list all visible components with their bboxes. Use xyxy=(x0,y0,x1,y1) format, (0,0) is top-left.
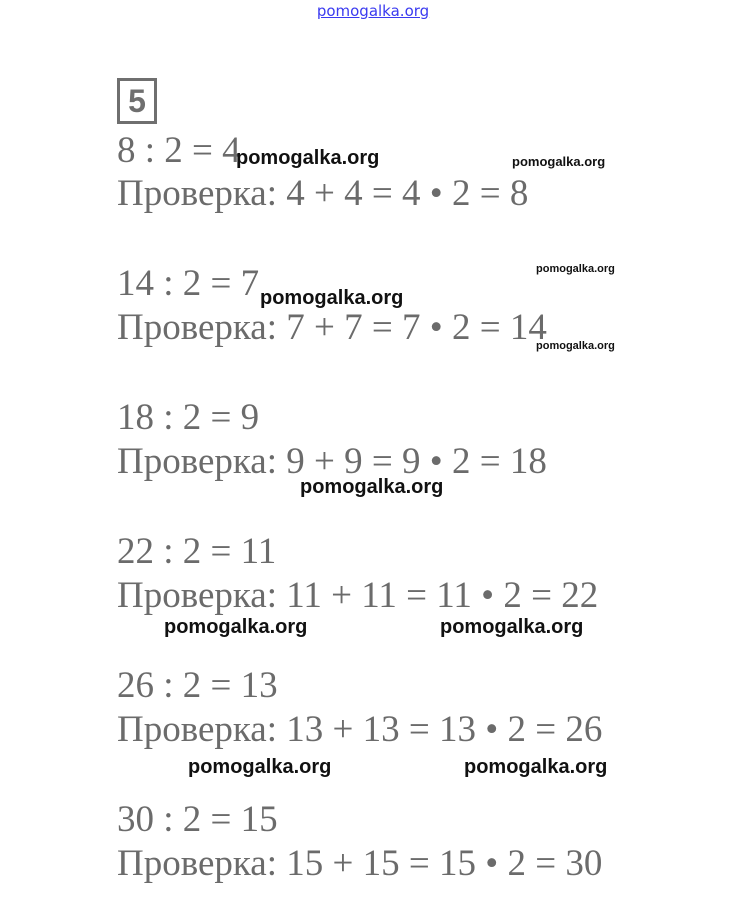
equation-1: 8 : 2 = 4 xyxy=(117,130,241,171)
watermark: pomogalka.org xyxy=(188,756,332,778)
equation-5: 26 : 2 = 13 xyxy=(117,665,278,706)
equation-4: 22 : 2 = 11 xyxy=(117,531,277,572)
task-number-box: 5 xyxy=(117,78,157,124)
check-6: Проверка: 15 + 15 = 15 • 2 = 30 xyxy=(117,843,603,884)
equation-3: 18 : 2 = 9 xyxy=(117,397,260,438)
check-3: Проверка: 9 + 9 = 9 • 2 = 18 xyxy=(117,441,547,482)
check-4: Проверка: 11 + 11 = 11 • 2 = 22 xyxy=(117,575,599,616)
equation-2: 14 : 2 = 7 xyxy=(117,263,260,304)
check-1: Проверка: 4 + 4 = 4 • 2 = 8 xyxy=(117,173,529,214)
watermark: pomogalka.org xyxy=(464,756,608,778)
watermark: pomogalka.org xyxy=(512,154,606,169)
watermark: pomogalka.org xyxy=(260,287,404,309)
watermark: pomogalka.org xyxy=(236,147,380,169)
watermark: pomogalka.org xyxy=(300,476,444,498)
watermark: pomogalka.org xyxy=(536,263,615,275)
equation-6: 30 : 2 = 15 xyxy=(117,799,278,840)
watermark: pomogalka.org xyxy=(536,340,615,352)
watermark: pomogalka.org xyxy=(440,616,584,638)
watermark: pomogalka.org xyxy=(164,616,308,638)
check-5: Проверка: 13 + 13 = 13 • 2 = 26 xyxy=(117,709,603,750)
site-link[interactable]: pomogalka.org xyxy=(316,2,430,20)
check-2: Проверка: 7 + 7 = 7 • 2 = 14 xyxy=(117,307,547,348)
